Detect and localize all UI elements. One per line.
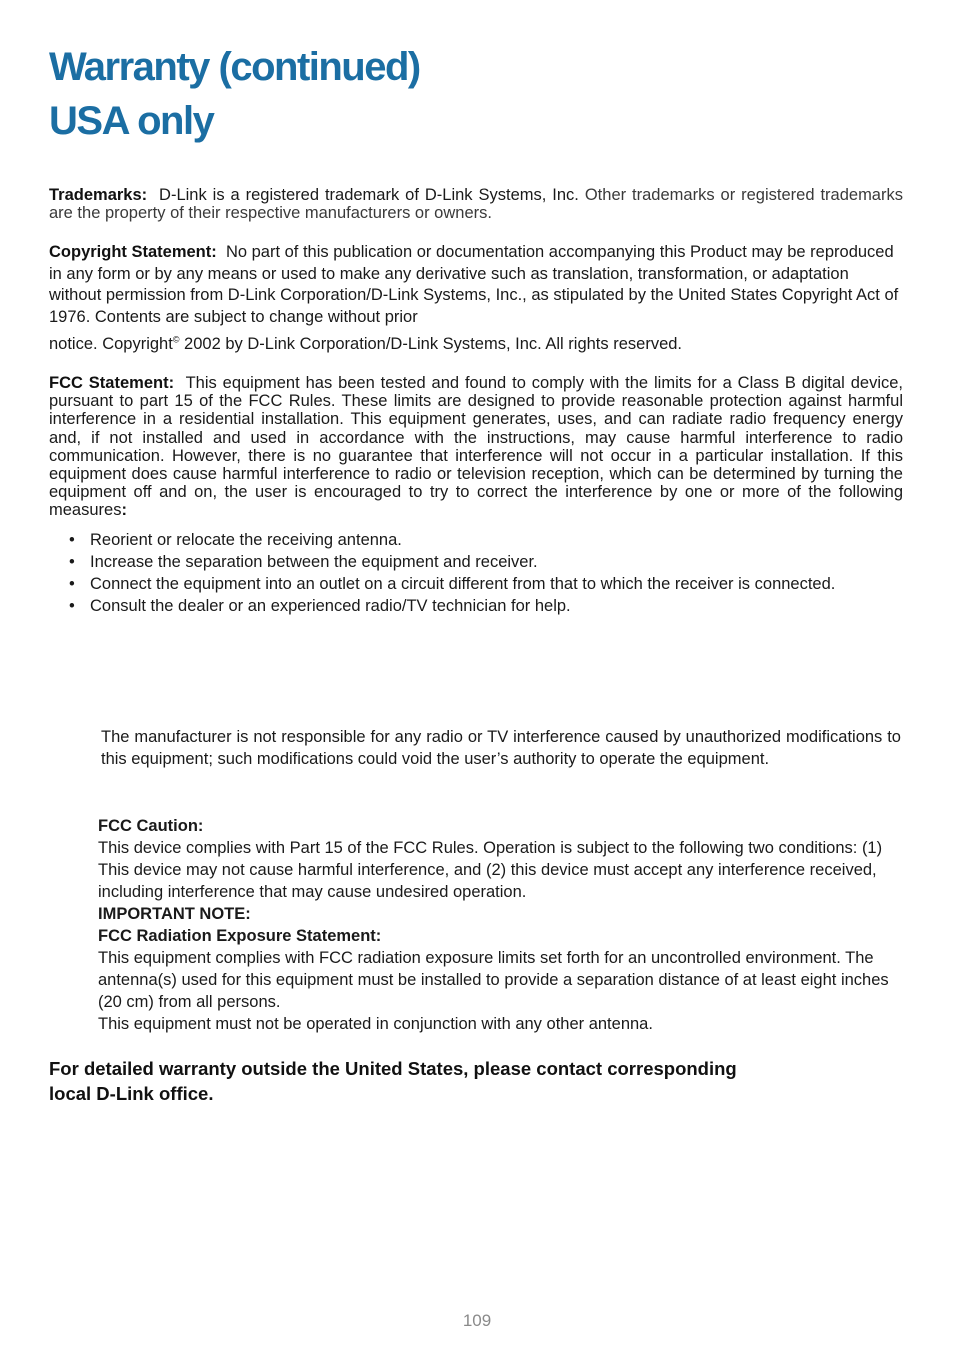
antenna-text: This equipment must not be operated in conjunction with any other antenna. (98, 1015, 653, 1033)
page-number: 109 (462, 1311, 492, 1330)
fcc-statement-paragraph (49, 374, 903, 520)
copyright-symbol: © (172, 334, 180, 345)
bullet-icon: • (69, 575, 75, 593)
copyright-last-b: 2002 by D-Link Corporation/D-Link Systems, Inc. All rights reserved. (179, 334, 683, 353)
list-item (49, 573, 879, 595)
title-line-2: USA only (49, 99, 214, 143)
measure-text: Increase the separation between the equipment and receiver. (90, 553, 538, 571)
fcc-statement-label: FCC Statement: (49, 374, 175, 392)
outside-us-line-2: local D-Link office. (49, 1083, 214, 1104)
trademarks-text-a: D-Link is a registered trademark of D-Link Systems, Inc. (159, 186, 579, 204)
trademarks-paragraph (49, 186, 903, 222)
trademarks-text-b: Other trademarks or registered trademarks are the property of their respective manufacturers or owners. (49, 186, 903, 222)
outside-us-warranty-note (49, 1056, 849, 1106)
list-item (49, 551, 879, 573)
measure-text: Consult the dealer or an experienced radio/TV technician for help. (90, 597, 571, 615)
fcc-caution-text: This device complies with Part 15 of the FCC Rules. Operation is subject to the following two conditions: (1) This device may not cause harmful interference, and (2) this device must accept any interference received, including interference that may cause undesired operation. (98, 839, 883, 901)
radiation-exposure-text: This equipment complies with FCC radiation exposure limits set forth for an uncontrolled environment. The antenna(s) used for this equipment must be installed to provide a separation distance of at least eight inches (20 cm) from all persons. (98, 949, 889, 1011)
measure-text: Connect the equipment into an outlet on a circuit different from that to which the receiver is connected. (90, 575, 836, 593)
bullet-icon: • (69, 597, 75, 615)
fcc-caution-section (98, 815, 898, 1035)
list-item (49, 529, 879, 551)
copyright-last-line (49, 334, 903, 356)
fcc-measures-list (49, 529, 879, 617)
copyright-paragraph (49, 242, 903, 356)
radiation-exposure-heading: FCC Radiation Exposure Statement: (98, 927, 382, 945)
bullet-icon: • (69, 553, 75, 571)
trademarks-label: Trademarks: (49, 186, 148, 204)
copyright-last-a: notice. Copyright (49, 334, 173, 353)
important-note-heading: IMPORTANT NOTE: (98, 905, 251, 923)
measure-text: Reorient or relocate the receiving antenna. (90, 531, 402, 549)
fcc-statement-text: This equipment has been tested and found to comply with the limits for a Class B digital device, pursuant to part 15 of the FCC Rules. These limits are designed to provide reasonable protection against harmful interference in a residential installation. This equipment generates, uses, and can radiate radio frequency energy and, if not installed and used in accordance with the instructions, may cause harmful interference to radio communication. However, there is no guarantee that interference will not occur in a particular installation. If this equipment does cause harmful interference to radio or television reception, which can be determined by turning the equipment off and on, the user is encouraged to try to correct the interference by one or more of the following measures (49, 374, 904, 520)
title-line-1: Warranty (continued) (49, 45, 420, 89)
copyright-label: Copyright Statement: (49, 243, 217, 261)
outside-us-line-1: For detailed warranty outside the United States, please contact corresponding (49, 1058, 737, 1079)
copyright-text: No part of this publication or documentation accompanying this Product may be reproduced in any form or by any means or used to make any derivative such as translation, transformation, or adaptation without permission from D-Link Corporation/D-Link Systems, Inc., as stipulated by the United States Copyright Act of 1976. Contents are subject to change without prior (49, 243, 899, 327)
fcc-caution-heading: FCC Caution: (98, 817, 204, 835)
list-item (49, 595, 879, 617)
bullet-icon: • (69, 531, 75, 549)
manufacturer-note: The manufacturer is not responsible for any radio or TV interference caused by unauthorized modifications to this equipment; such modifications could void the user’s authority to operate the equipment. (101, 728, 901, 768)
fcc-statement-colon: : (121, 501, 127, 520)
page-title (49, 40, 420, 148)
